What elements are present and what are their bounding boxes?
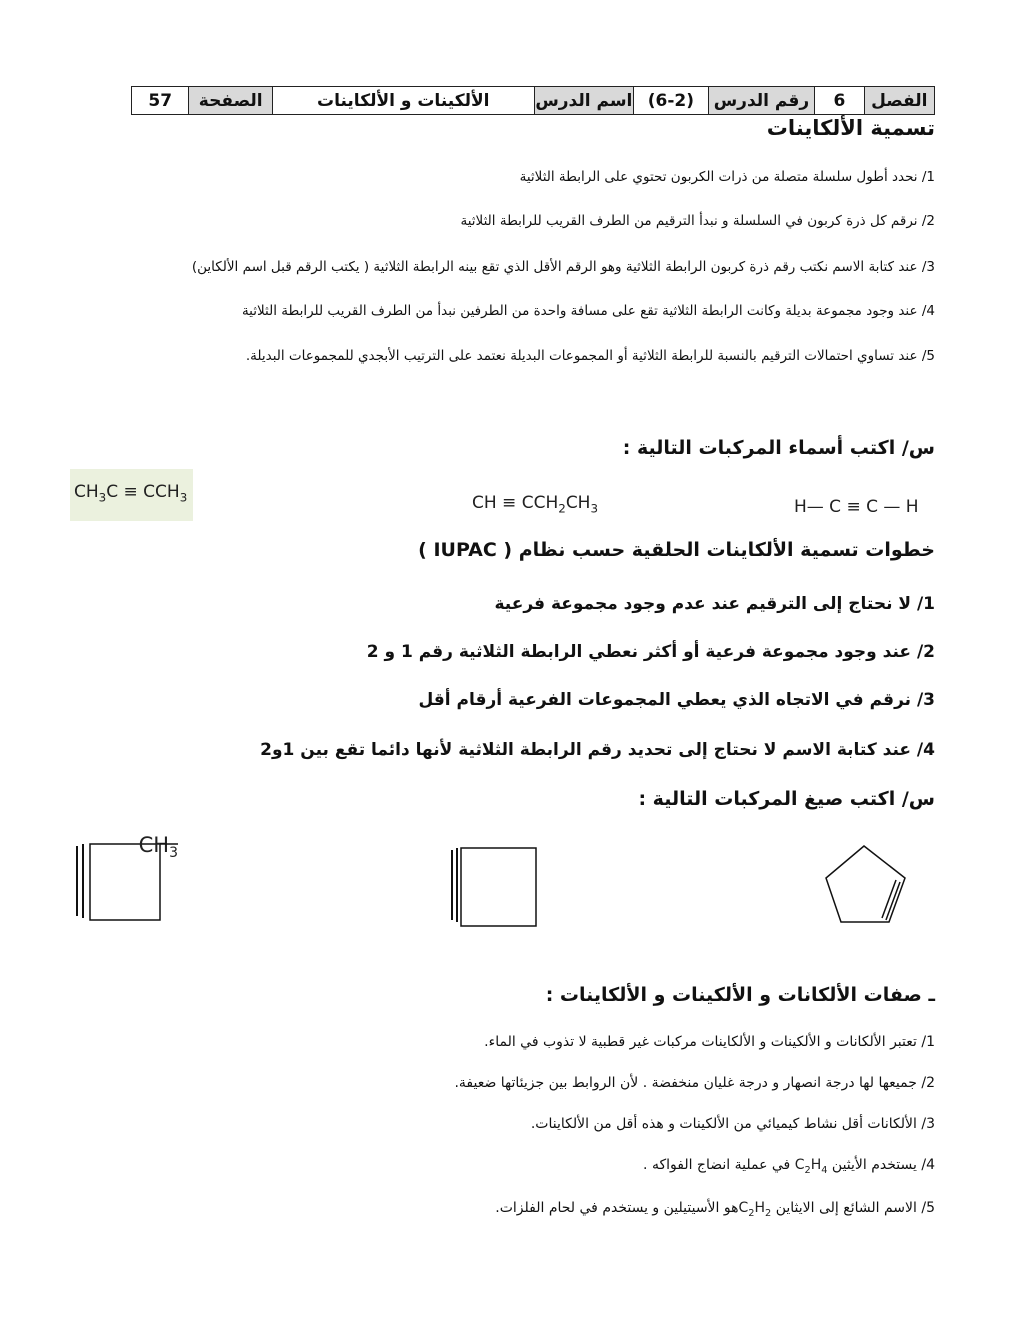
naming-rule: 1/ نحدد أطول سلسلة متصلة من ذرات الكربون تحتوي على الرابطة الثلاثية: [519, 169, 935, 185]
page-value: 57: [132, 87, 189, 115]
cyclic-step: 2/ عند وجود مجموعة فرعية أو أكثر نعطي الرابطة الثلاثية رقم 1 و 2: [366, 642, 935, 662]
naming-title: تسمية الألكاينات: [766, 116, 935, 140]
property-item: 5/ الاسم الشائع إلى الايثاين $C_2H_2هو$ الأسيتيلين و يستخدم في لحام الفلزات.: [495, 1200, 935, 1219]
lesson-header-table: [131, 86, 935, 115]
properties-title: ـ صفات الألكانات و الألكينات و الألكاينات :: [545, 984, 935, 1006]
cyclic-step: 3/ نرقم في الاتجاه الذي يعطي المجموعات الفرعية أرقام أقل: [418, 690, 935, 710]
page-label: الصفحة: [189, 87, 273, 115]
property-item: 4/ يستخدم الأيثين $C_2H_4$ في عملية انضاج الفواكه .: [643, 1157, 935, 1176]
cyclobutyne-structure: [446, 840, 546, 930]
compound-c-formula: H— C ≡ C — H: [794, 497, 919, 517]
property-item: 1/ تعتبر الألكانات و الألكينات و الألكاينات مركبات غير قطبية لا تذوب في الماء.: [484, 1034, 935, 1050]
cyclic-step: 1/ لا نحتاج إلى الترقيم عند عدم وجود مجموعة فرعية: [494, 594, 935, 614]
naming-rule: 5/ عند تساوي احتمالات الترقيم بالنسبة للرابطة الثلاثية أو المجموعات البديلة نعتمد على الترتيب الأبجدي للمجموعات البديلة.: [245, 348, 935, 364]
chapter-label: الفصل: [864, 87, 934, 115]
ring-bonds: [826, 846, 905, 922]
lesson-name-label: اسم الدرس: [534, 87, 634, 115]
property-item: 2/ جميعها لها درجة انصهار و درجة غليان منخفضة . لأن الروابط بين جزيئاتها ضعيفة.: [454, 1075, 935, 1091]
cyclic-title: خطوات تسمية الألكاينات الحلقية حسب نظام ( IUPAC ): [418, 539, 935, 561]
lesson-number-label: رقم الدرس: [708, 87, 815, 115]
chapter-value: 6: [815, 87, 864, 115]
lesson-name-value: الألكينات و الألكاينات: [272, 87, 534, 115]
property-item: 3/ الألكانات أقل نشاط كيميائي من الألكينات و هذه أقل من الألكاينات.: [530, 1116, 935, 1132]
question-formulas: س/ اكتب صيغ المركبات التالية :: [638, 788, 935, 810]
compound-a-formula: $CH_3C \equiv CCH_3$: [74, 482, 188, 505]
compound-b-formula: CH ≡ $CCH_2CH_3$: [472, 493, 599, 516]
question-names: س/ اكتب أسماء المركبات التالية :: [622, 437, 935, 459]
cyclic-step: 4/ عند كتابة الاسم لا نحتاج إلى تحديد رقم الرابطة الثلاثية لأنها دائما تقع بين 1و2: [260, 740, 935, 760]
naming-rule: 3/ عند كتابة الاسم نكتب رقم ذرة كربون الرابطة الثلاثية وهو الرقم الأقل الذي تقع بينه الرابطة الثلاثية ( يكتب الرقم قبل اسم الألكاين): [191, 259, 935, 275]
cyclopentyne-structure: [812, 838, 922, 928]
lesson-number-value: (6-2): [634, 87, 708, 115]
naming-rule: 4/ عند وجود مجموعة بديلة وكانت الرابطة الثلاثية تقع على مسافة واحدة من الطرفين نبدأ من الطرف القريب للرابطة الثلاثية: [241, 303, 935, 319]
methylcyclobutyne-structure: [68, 830, 228, 930]
ring-bonds: [461, 848, 536, 926]
naming-rule: 2/ نرقم كل ذرة كربون في السلسلة و نبدأ الترقيم من الطرف القريب للرابطة الثلاثية: [460, 213, 935, 229]
methyl-group-label: $CH_3$: [138, 833, 178, 861]
